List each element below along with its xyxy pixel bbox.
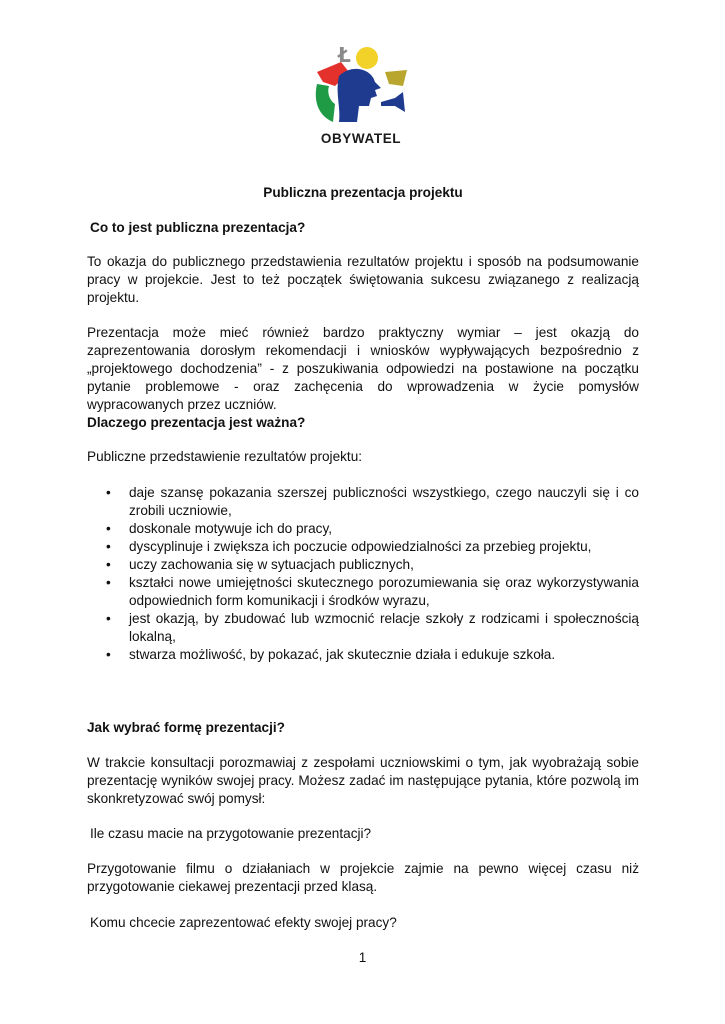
paragraph-public-presentation: Publiczne przedstawienie rezultatów projektu: [87, 449, 363, 464]
heading-why-important: Dlaczego prezentacja jest ważna? [87, 415, 306, 430]
list-item: • dyscyplinuje i zwiększa ich poczucie odpowiedzialności za przebieg projektu, [106, 539, 592, 554]
paragraph-practical: Prezentacja może mieć również bardzo praktyczny wymiar – jest okazją do zaprezentowania dorosłym rekomendacji i wniosków wypływających bezpośrednio z „projektowego dochodzenia” - z poszukiwania odpowiedzi na postawione na początku pytanie problemowe - oraz zachęcenia do wprowadzenia w życie pomysłów wypracowanych przez uczniów. [87, 325, 639, 412]
page-number: 1 [358, 950, 367, 965]
list-item: • jest okazją, by zbudować lub wzmocnić relacje szkoły z rodzicami i społecznością lokalną, [106, 611, 639, 644]
list-item: • kształci nowe umiejętności skutecznego porozumiewania się oraz wykorzystywania odpowiednich form komunikacji i środków wyrazu, [106, 575, 639, 608]
list-item: • stwarza możliwość, by pokazać, jak skutecznie działa i edukuje szkoła. [106, 647, 556, 662]
obywatel-logo [311, 42, 411, 150]
list-item: • doskonale motywuje ich do pracy, [106, 521, 333, 536]
bullet-icon: • [106, 575, 111, 590]
question-time: Ile czasu macie na przygotowanie prezentacji? [90, 826, 372, 841]
paragraph-film-time: Przygotowanie filmu o działaniach w projekcie zajmie na pewno więcej czasu niż przygotowanie ciekawej prezentacji przed klasą. [87, 861, 639, 894]
logo-graphic [311, 42, 411, 132]
paragraph-consultation: W trakcie konsultacji porozmawiaj z zespołami uczniowskimi o tym, jak wyobrażają sobie prezentację wyników swojej pracy. Możesz zadać im następujące pytania, które pozwolą im skonkretyzować swój pomysł: [87, 755, 639, 806]
document-title: Publiczna prezentacja projektu [263, 185, 463, 200]
heading-choose-form: Jak wybrać formę prezentacji? [87, 720, 285, 735]
logo-letter: Ł [338, 43, 351, 67]
bullet-icon: • [106, 611, 111, 626]
bullet-icon: • [106, 539, 111, 554]
logo-text: OBYWATEL [320, 131, 402, 146]
bullet-icon: • [106, 485, 111, 500]
bullet-icon: • [106, 647, 111, 662]
list-item: • daje szansę pokazania szerszej publiczności wszystkiego, czego nauczyli się i co zrobili uczniowie, [106, 485, 639, 518]
bullet-icon: • [106, 521, 111, 536]
bullet-icon: • [106, 557, 111, 572]
list-item: • uczy zachowania się w sytuacjach publicznych, [106, 557, 414, 572]
benefits-list [87, 484, 639, 664]
question-audience: Komu chcecie zaprezentować efekty swojej pracy? [90, 915, 397, 930]
paragraph-intro: To okazja do publicznego przedstawienia rezultatów projektu i sposób na podsumowanie pracy w projekcie. Jest to też początek świętowania sukcesu związanego z realizacją projektu. [87, 254, 639, 305]
heading-what-is: Co to jest publiczna prezentacja? [90, 220, 306, 235]
